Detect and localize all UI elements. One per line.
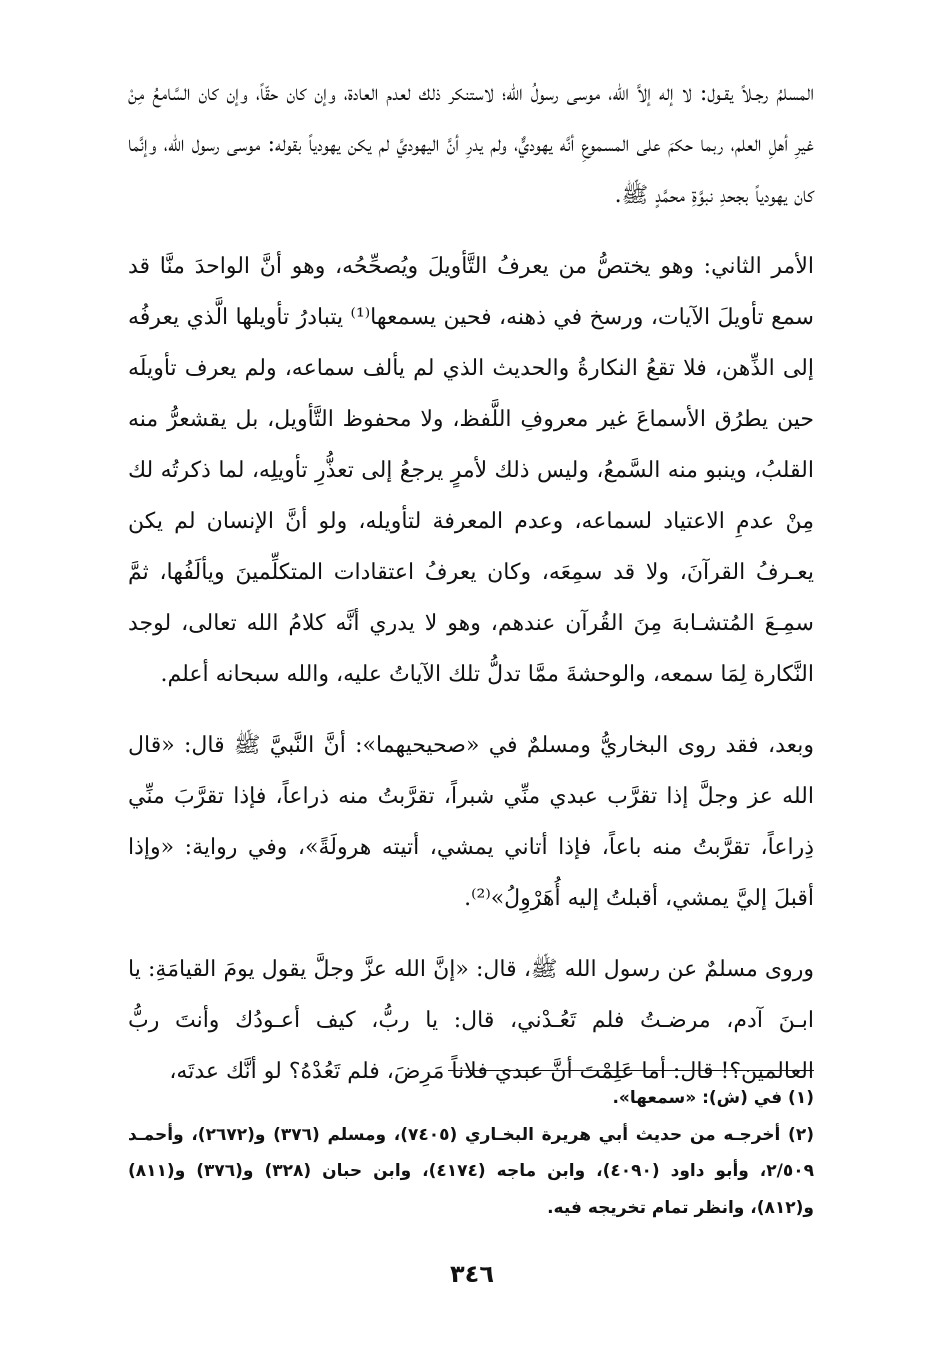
main-text (128, 68, 814, 1117)
footnote-1: (١) في (ش): «سمعها». (612, 1088, 814, 1108)
page-number: ٣٤٦ (450, 1260, 494, 1288)
footnote-divider (448, 1070, 814, 1071)
footnotes (128, 1080, 814, 1226)
footnote-2: (٢) أخرجـه من حديث أبي هريرة البخـاري (٧٤٠٥)، ومسلم (٣٧٦) و(٢٦٧٢)، وأحمـد ٢/٥٠٩، وأبو داود (٤٠٩٠)، وابن ماجه (٤١٧٤)، وابن حبان (٣٢٨) و(٣٧٦) و(٨١١) و(٨١٢)، وانظر تمام تخريجه فيه. (128, 1124, 814, 1218)
paragraph-3: وبعد، فقد روى البخاريُّ ومسلمٌ في «صحيحيهما»: أنَّ النَّبيَّ ﷺ قال: «قال الله عز وجلَّ إذا تقرَّب عبدي منِّي شبراً، تقرَّبتُ منه ذراعاً، فإذا تقرَّبَ منِّي ذِراعاً، تقرَّبتُ منه باعاً، فإذا أتاني يمشي، أتيته هرولَةً»، وفي رواية: «وإذا أقبلَ إليَّ يمشي، أقبلتُ إليه أُهَرْوِلُ»⁽²⁾. (128, 733, 814, 911)
paragraph-4: وروى مسلمٌ عن رسول الله ﷺ، قال: «إنَّ الله عزَّ وجلَّ يقول يومَ القيامَةِ: يا ابـنَ آدم، مرضـتُ فلم تَعُـدْني، قال: يا ربُّ، كيف أعـودُك وأنتَ ربُّ العالمين؟! قال: أما عَلِمْتَ أنَّ عبدي فلاناً مَرِضَ، فلم تَعُدْهُ؟ لو أنَّك عدتَه، (128, 957, 815, 1084)
paragraph-1: المسلمُ رجـلاً يقـول: لا إله إلاَّ الله، موسى رسولُ الله؛ لاستنكر ذلك لعدم العادة، وإن كان حقّاً، وإن كان السَّامعُ مِنْ غيرِ أهلِ العلم، ربما حكمَ على المسموعِ أنَّه يهوديٌّ، ولم يدرِ أنَّ اليهوديَّ لم يكن يهودياً بقوله: موسى رسول الله، وإنَّما كان يهودياً بجحدِ نبوَّةِ محمَّدٍ ﷺ. (128, 81, 814, 208)
paragraph-2: الأمر الثاني: وهو يختصُّ من يعرفُ التَّأويلَ ويُصحِّحُه، وهو أنَّ الواحدَ منَّا قد سمع تأويلَ الآيات، ورسخ في ذهنه، فحين يسمعها⁽¹⁾ يتبادرُ تأويلها الَّذي يعرفُه إلى الذِّهن، فلا تقعُ النكارةُ والحديث الذي لم يألف سماعه، ولم يعرف تأويلَه حين يطرُق الأسماعَ غير معروفِ اللَّفظ، ولا محفوظ التَّأويل، بل يقشعرُّ منه القلبُ، وينبو منه السَّمعُ، وليس ذلك لأمرٍ يرجعُ إلى تعذُّرِ تأويلِه، لما ذكرتُه لك مِنْ عدمِ الاعتياد لسماعه، وعدم المعرفة لتأويله، ولو أنَّ الإنسان لم يكن يعـرفُ القرآنَ، ولا قد سمِعَه، وكان يعرفُ اعتقادات المتكلِّمينَ ويألَفُها، ثمَّ سمِـعَ المُتشـابهَ مِنَ القُرآن عندهم، وهو لا يدري أنَّه كلامُ الله تعالى، لوجد النَّكارة لِمَا سمعه، والوحشةَ ممَّا تدلُّ تلك الآياتُ عليه، والله سبحانه أعلم. (128, 254, 814, 687)
